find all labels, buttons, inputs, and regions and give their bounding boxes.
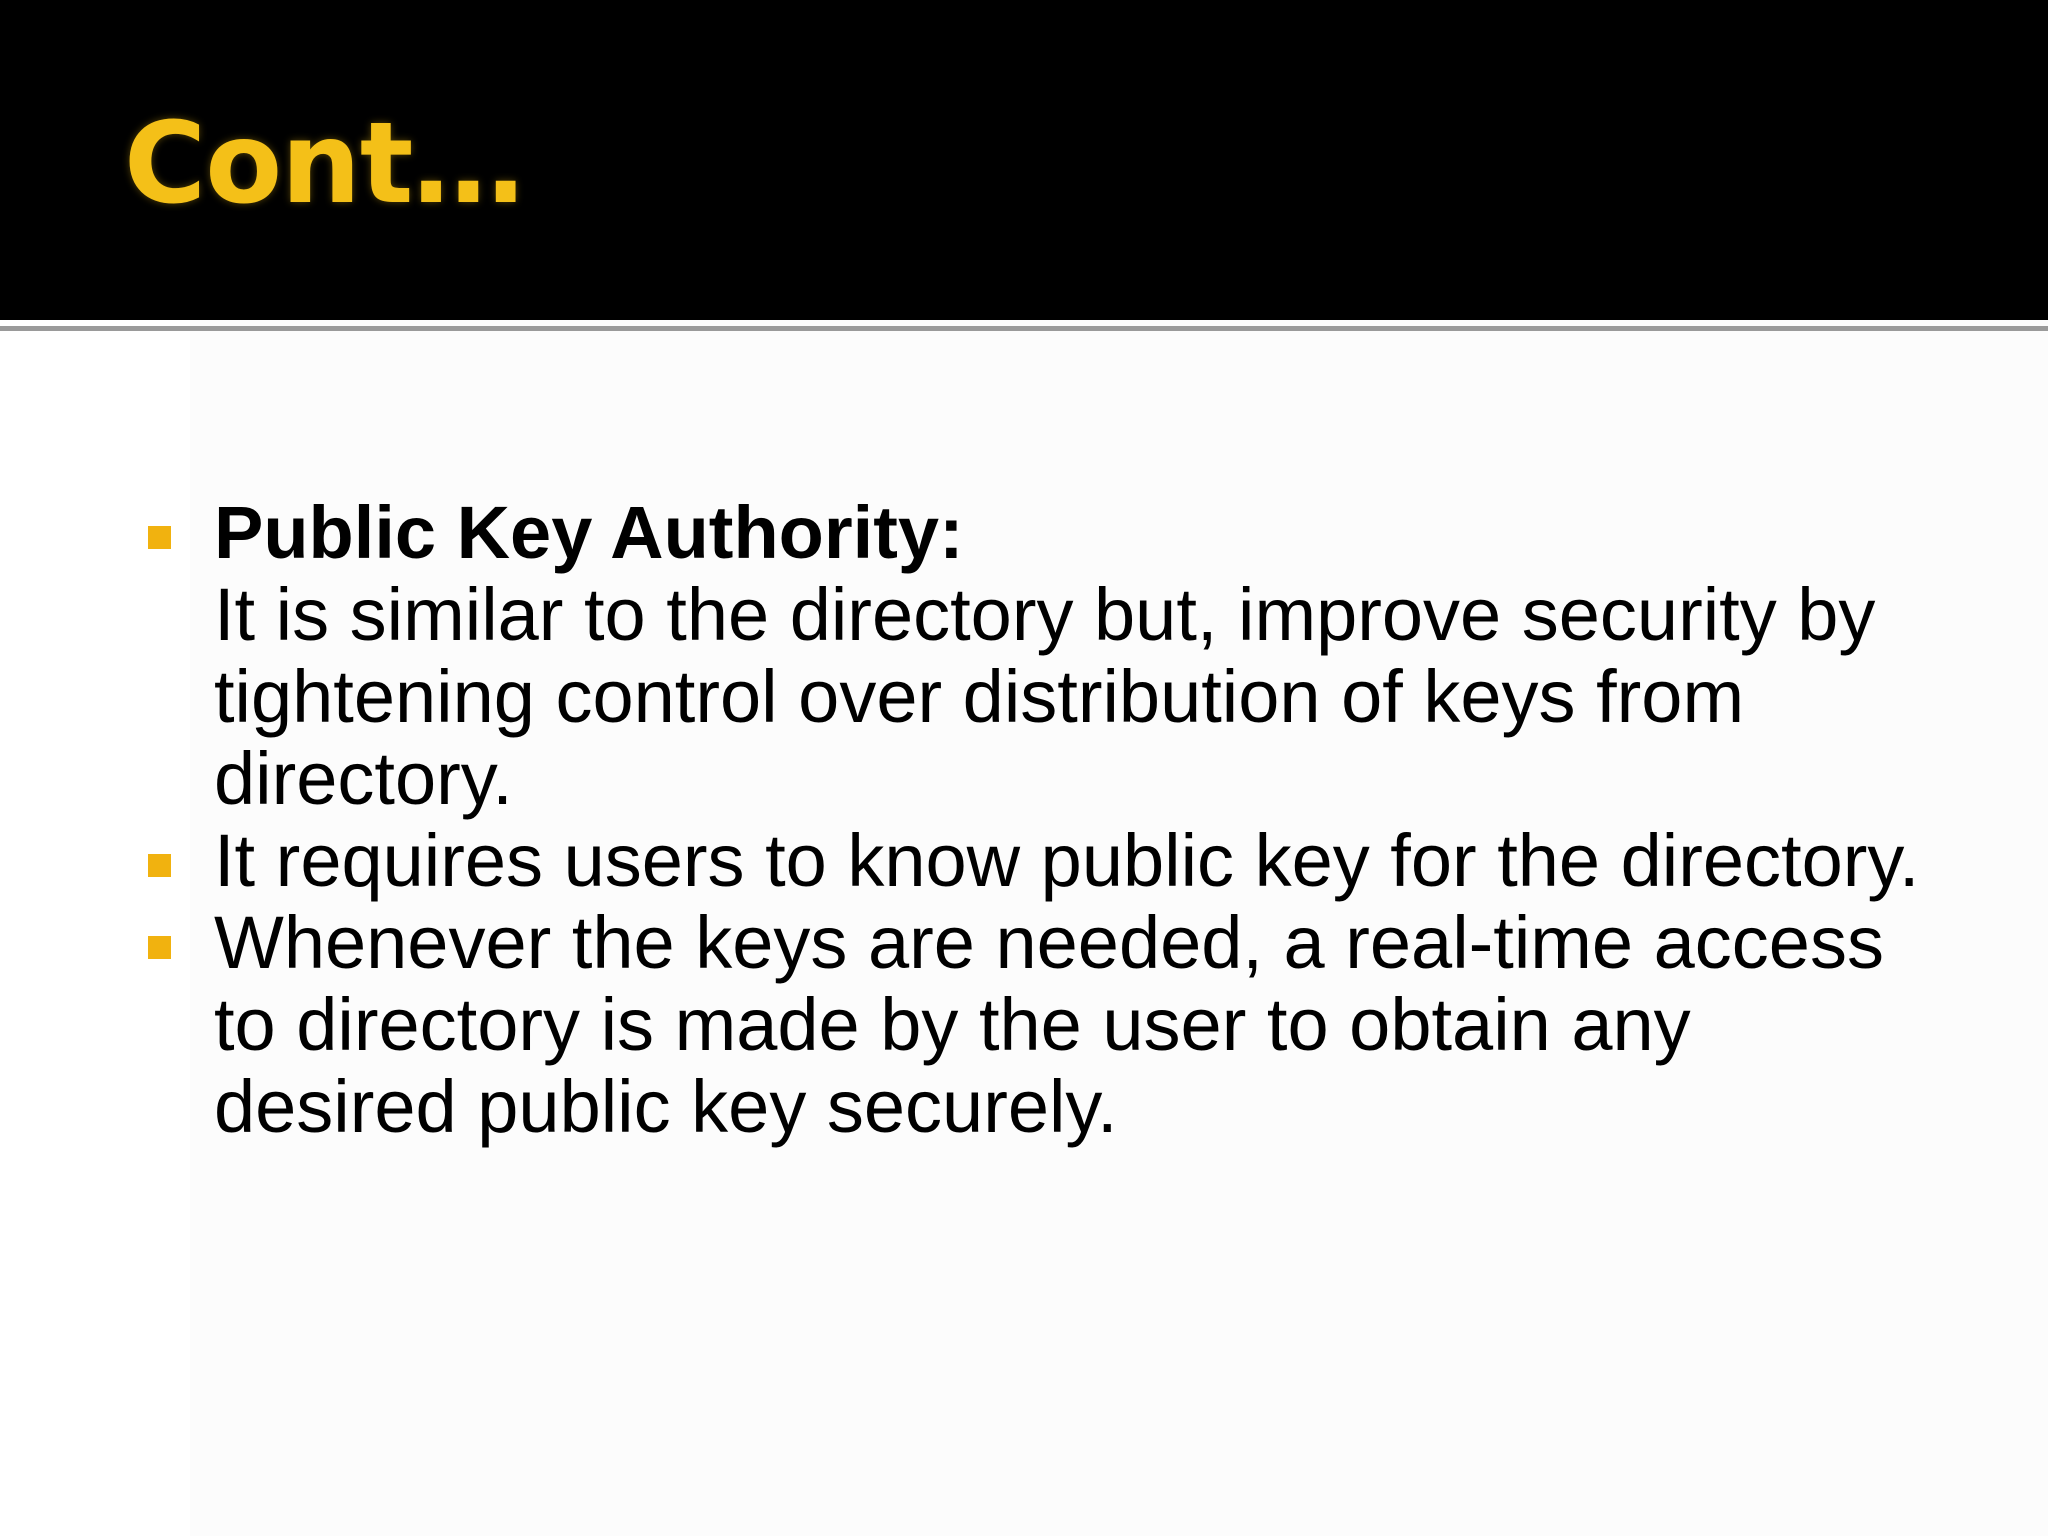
bullet-item-public-key-authority [148,492,1928,820]
square-bullet-icon [148,936,171,959]
bullet-text: It requires users to know public key for the directory. [214,819,1920,902]
title-divider [0,326,2048,331]
square-bullet-icon [148,526,171,549]
slide-title: Cont… [124,99,524,229]
bullet-heading: Public Key Authority: [214,491,964,574]
bullet-list [148,492,1928,1148]
bullet-item-real-time-access [148,902,1928,1148]
bullet-item-directory-key [148,820,1928,902]
bullet-text: Whenever the keys are needed, a real-time access to directory is made by the user to obtain any desired public key securely. [214,901,1884,1148]
square-bullet-icon [148,854,171,877]
bullet-text: It is similar to the directory but, improve security by tightening control over distribution of keys from directory. [214,573,1876,820]
